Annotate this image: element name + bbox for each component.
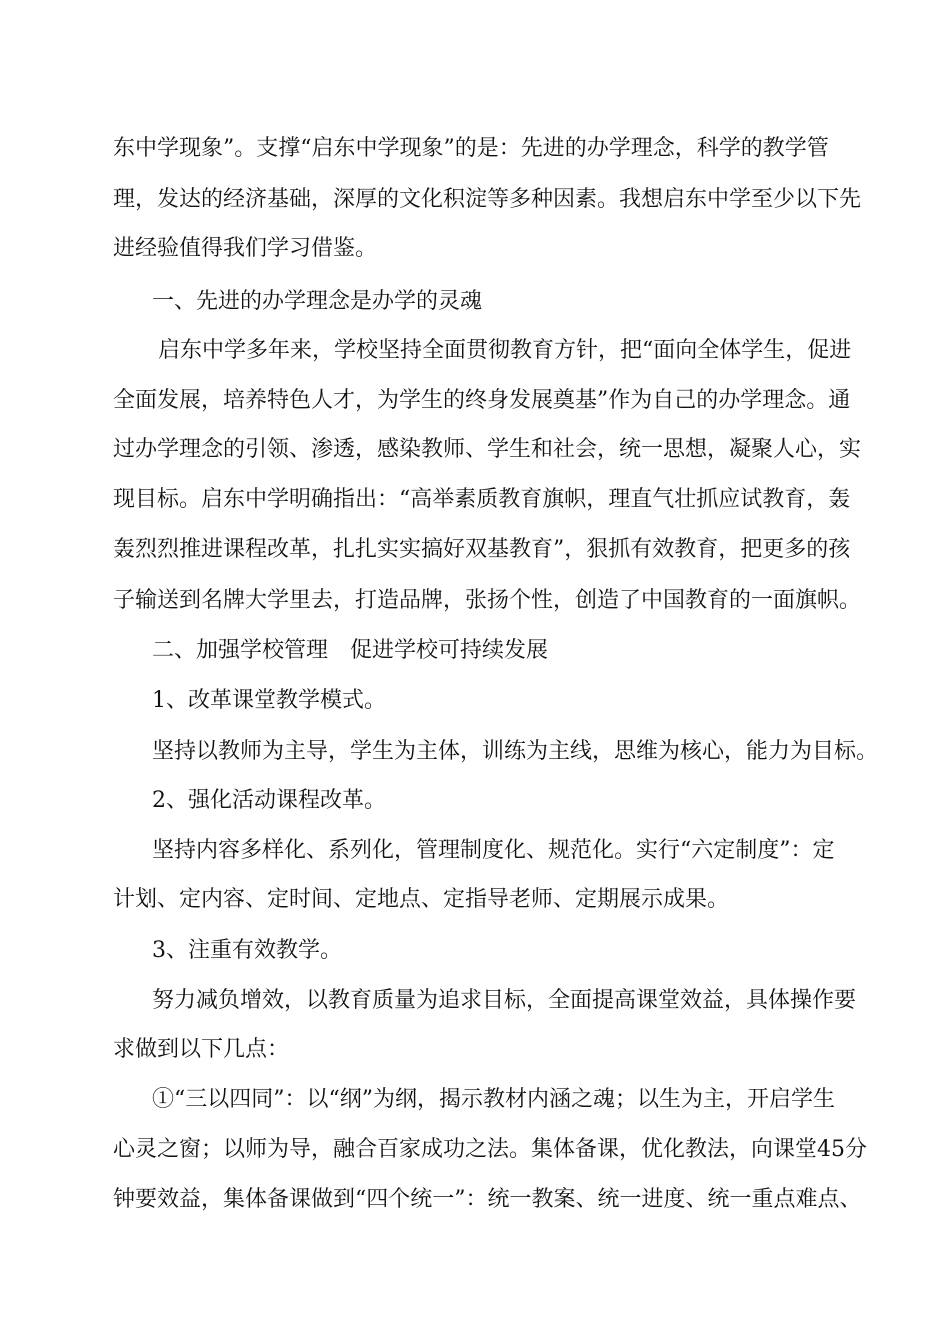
paragraph-line: 轰烈烈推进课程改革，扎扎实实搞好双基教育”，狠抓有效教育，把更多的孩 bbox=[113, 537, 851, 562]
paragraph-line: ①“三以四同”：以“纲”为纲，揭示教材内涵之魂；以生为主，开启学生 bbox=[152, 1087, 835, 1112]
section-heading: 二、加强学校管理 促进学校可持续发展 bbox=[152, 638, 549, 663]
paragraph-line: 求做到以下几点： bbox=[113, 1037, 290, 1062]
paragraph-line: 东中学现象”。支撑“启东中学现象”的是：先进的办学理念，科学的教学管 bbox=[113, 136, 829, 161]
subsection-heading: 2、强化活动课程改革。 bbox=[152, 788, 386, 813]
paragraph-line: 理，发达的经济基础，深厚的文化积淀等多种因素。我想启东中学至少以下先 bbox=[113, 187, 862, 212]
paragraph-line: 钟要效益，集体备课做到“四个统一”：统一教案、统一进度、统一重点难点、 bbox=[113, 1187, 862, 1212]
subsection-heading: 3、注重有效教学。 bbox=[152, 938, 342, 963]
paragraph-line: 努力减负增效，以教育质量为追求目标，全面提高课堂效益，具体操作要 bbox=[152, 988, 857, 1013]
paragraph-line: 启东中学多年来，学校坚持全面贯彻教育方针，把“面向全体学生，促进 bbox=[158, 338, 852, 363]
paragraph-line: 进经验值得我们学习借鉴。 bbox=[113, 236, 378, 261]
paragraph-line: 坚持内容多样化、系列化，管理制度化、规范化。实行“六定制度”：定 bbox=[152, 838, 835, 863]
paragraph-line: 坚持以教师为主导，学生为主体，训练为主线，思维为核心，能力为目标。 bbox=[152, 739, 879, 764]
paragraph-line: 计划、定内容、定时间、定地点、定指导老师、定期展示成果。 bbox=[113, 887, 730, 912]
paragraph-line: 过办学理念的引领、渗透，感染教师、学生和社会，统一思想，凝聚人心，实 bbox=[113, 437, 862, 462]
paragraph-line: 子输送到名牌大学里去，打造品牌，张扬个性，创造了中国教育的一面旗帜。 bbox=[113, 588, 862, 613]
subsection-heading: 1、改革课堂教学模式。 bbox=[152, 688, 386, 713]
paragraph-line: 现目标。启东中学明确指出：“高举素质教育旗帜，理直气壮抓应试教育，轰 bbox=[113, 487, 851, 512]
paragraph-line: 全面发展，培养特色人才，为学生的终身发展奠基”作为自己的办学理念。通 bbox=[113, 388, 851, 413]
paragraph-line: 心灵之窗；以师为导，融合百家成功之法。集体备课，优化教法，向课堂45分 bbox=[113, 1137, 867, 1162]
section-heading: 一、先进的办学理念是办学的灵魂 bbox=[152, 289, 483, 314]
